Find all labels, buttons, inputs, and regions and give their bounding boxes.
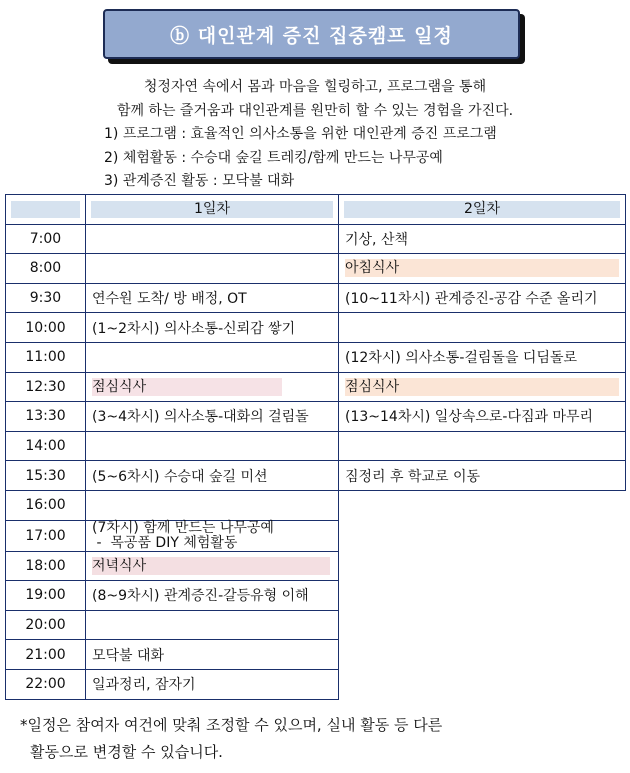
intro-section xyxy=(0,76,630,194)
day2-cell xyxy=(339,254,626,284)
table-row xyxy=(6,490,626,520)
day2-cell: (13~14차시) 일상속으로-다짐과 마무리 xyxy=(339,402,626,432)
time-cell: 9:30 xyxy=(6,283,86,313)
day1-cell xyxy=(86,224,339,254)
table-row xyxy=(6,669,626,699)
day1-cell: (8~9차시) 관계증진-갈등유형 이해 xyxy=(86,581,339,611)
time-cell: 12:30 xyxy=(6,372,86,402)
table-row xyxy=(6,551,626,581)
table-row xyxy=(6,431,626,461)
day2-cell: (12차시) 의사소통-걸림돌을 디딤돌로 xyxy=(339,342,626,372)
day1-subtext: - 목공품 DIY 체험활동 xyxy=(92,534,238,551)
time-cell: 13:30 xyxy=(6,402,86,432)
title-box xyxy=(103,9,520,59)
page-title: ⓑ 대인관계 증진 집중캠프 일정 xyxy=(170,24,453,47)
table-row xyxy=(6,640,626,670)
table-row xyxy=(6,254,626,284)
table-row xyxy=(6,283,626,313)
day1-cell xyxy=(86,342,339,372)
header-time xyxy=(6,195,86,225)
meal-badge: 점심식사 xyxy=(345,378,619,396)
schedule-table xyxy=(5,194,626,700)
day2-cell xyxy=(339,372,626,402)
intro-item-3: 3) 관계증진 활동 : 모닥불 대화 xyxy=(104,173,295,189)
time-cell: 16:00 xyxy=(6,490,86,520)
day1-cell xyxy=(86,372,339,402)
day2-cell xyxy=(339,313,626,343)
day1-cell: (3~4차시) 의사소통-대화의 걸림돌 xyxy=(86,402,339,432)
time-cell: 21:00 xyxy=(6,640,86,670)
day1-cell: (1~2차시) 의사소통-신뢰감 쌓기 xyxy=(86,313,339,343)
table-row xyxy=(6,402,626,432)
empty-cell xyxy=(339,640,626,670)
day1-cell xyxy=(86,610,339,640)
time-cell: 17:00 xyxy=(6,520,86,551)
day1-cell: 연수원 도착/ 방 배정, OT xyxy=(86,283,339,313)
footnote-line-2: 활동으로 변경할 수 있습니다. xyxy=(30,743,223,761)
meal-badge: 점심식사 xyxy=(92,378,282,396)
table-row xyxy=(6,610,626,640)
meal-badge: 저녁식사 xyxy=(92,557,330,575)
table-row xyxy=(6,520,626,551)
time-cell: 14:00 xyxy=(6,431,86,461)
footnote-line-1: *일정은 참여자 여건에 맞춰 조정할 수 있으며, 실내 활동 등 다른 xyxy=(20,716,443,734)
time-cell: 18:00 xyxy=(6,551,86,581)
time-cell: 7:00 xyxy=(6,224,86,254)
day1-cell xyxy=(86,431,339,461)
footnote xyxy=(0,712,630,766)
day2-cell: 기상, 산책 xyxy=(339,224,626,254)
day1-cell xyxy=(86,490,339,520)
time-cell: 22:00 xyxy=(6,669,86,699)
meal-badge: 아침식사 xyxy=(345,259,619,277)
time-cell: 20:00 xyxy=(6,610,86,640)
day2-cell xyxy=(339,431,626,461)
intro-line-1: 청정자연 속에서 몸과 마음을 힐링하고, 프로그램을 통해 xyxy=(143,79,487,95)
day1-cell xyxy=(86,551,339,581)
day1-cell xyxy=(86,254,339,284)
empty-cell xyxy=(339,610,626,640)
table-row xyxy=(6,224,626,254)
day1-cell xyxy=(86,520,339,551)
day1-text: (7차시) 함께 만드는 나무공예 xyxy=(92,519,274,536)
header-day1: 1일차 xyxy=(86,195,339,225)
day1-cell: (5~6차시) 수승대 숲길 미션 xyxy=(86,461,339,491)
day1-cell: 모닥불 대화 xyxy=(86,640,339,670)
intro-item-2: 2) 체험활동 : 수승대 숲길 트레킹/함께 만드는 나무공예 xyxy=(104,149,443,166)
day2-cell: 짐정리 후 학교로 이동 xyxy=(339,461,626,491)
day2-cell: (10~11차시) 관계증진-공감 수준 올리기 xyxy=(339,283,626,313)
empty-cell xyxy=(339,490,626,520)
table-row xyxy=(6,313,626,343)
time-cell: 11:00 xyxy=(6,342,86,372)
schedule-header-row xyxy=(6,195,626,225)
table-row xyxy=(6,581,626,611)
empty-cell xyxy=(339,669,626,699)
time-cell: 10:00 xyxy=(6,313,86,343)
title-banner xyxy=(103,9,525,64)
time-cell: 19:00 xyxy=(6,581,86,611)
table-row xyxy=(6,342,626,372)
empty-cell xyxy=(339,581,626,611)
intro-line-2: 함께 하는 즐거움과 대인관계를 원만히 할 수 있는 경험을 가진다. xyxy=(116,102,514,119)
empty-cell xyxy=(339,520,626,551)
day1-cell: 일과정리, 잠자기 xyxy=(86,669,339,699)
intro-item-1: 1) 프로그램 : 효율적인 의사소통을 위한 대인관계 증진 프로그램 xyxy=(104,126,497,142)
table-row xyxy=(6,461,626,491)
time-cell: 15:30 xyxy=(6,461,86,491)
time-cell: 8:00 xyxy=(6,254,86,284)
empty-cell xyxy=(339,551,626,581)
table-row xyxy=(6,372,626,402)
header-day2: 2일차 xyxy=(339,195,626,225)
